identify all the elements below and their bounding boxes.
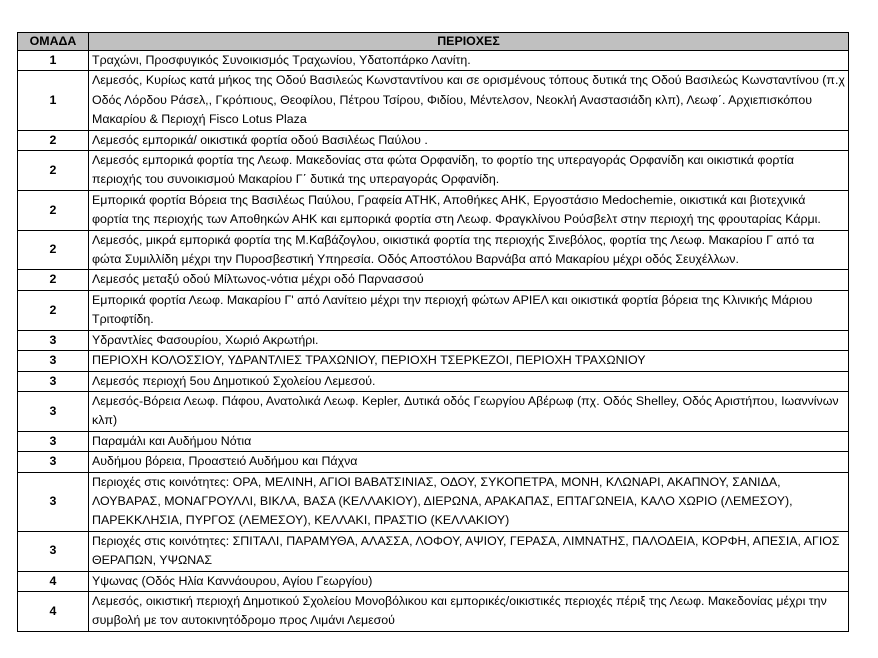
table-row — [18, 230, 849, 270]
table-row — [18, 130, 849, 150]
table-row — [18, 51, 849, 71]
areas-cell: ΠΕΡΙΟΧΗ ΚΟΛΟΣΣΙΟΥ, ΥΔΡΑΝΤΛΙΕΣ ΤΡΑΧΩΝΙΟΥ, ΠΕΡΙΟΧΗ ΤΣΕΡΚΕΖΟΙ, ΠΕΡΙΟΧΗ ΤΡΑΧΩΝΙΟΥ — [89, 351, 849, 371]
group-cell: 3 — [18, 431, 89, 451]
areas-cell: Λεμεσός, οικιστική περιοχή Δημοτικού Σχολείου Μονοβόλικου και εμπορικές/οικιστικές περιοχές πέριξ της Λεωφ. Μακεδονίας μέχρι την συμβολή με τον αυτοκινητόδρομο προς Λιμάνι Λεμεσού — [89, 591, 849, 631]
header-group: ΟΜΑΔΑ — [18, 33, 89, 51]
group-cell: 3 — [18, 330, 89, 350]
table-row — [18, 290, 849, 330]
header-areas: ΠΕΡΙΟΧΕΣ — [89, 33, 849, 51]
areas-cell: Λεμεσός, Κυρίως κατά μήκος της Οδού Βασιλεώς Κωνσταντίνου και σε ορισμένους τόπους δυτικά της Οδού Βασιλεώς Κωνσταντίνου (π.χ Οδός Λόρδου Ράσελ,, Γκρόπιους, Θεοφίλου, Πέτρου Τσίρου, Φιδίου, Μέντελσον, Νεοκλή Αναστασιάδη κλπ), Λεωφ΄. Αρχιεπισκόπου Μακαρίου & Περιοχή Fisco Lotus Plaza — [89, 71, 849, 130]
areas-cell: Περιοχές στις κοινότητες: ΣΠΙΤΑΛΙ, ΠΑΡΑΜΥΘΑ, ΑΛΑΣΣΑ, ΛΟΦΟΥ, ΑΨΙΟΥ, ΓΕΡΑΣΑ, ΛΙΜΝΑΤΗΣ, ΠΑΛΟΔΕΙΑ, ΚΟΡΦΗ, ΑΠΕΣΙΑ, ΑΓΙΟΣ ΘΕΡΑΠΩΝ, ΥΨΩΝΑΣ — [89, 531, 849, 571]
group-cell: 2 — [18, 290, 89, 330]
table-row — [18, 591, 849, 631]
header-row — [18, 33, 849, 51]
group-cell: 3 — [18, 351, 89, 371]
group-cell: 4 — [18, 591, 89, 631]
table-row — [18, 571, 849, 591]
group-cell: 2 — [18, 230, 89, 270]
table-body — [18, 51, 849, 632]
areas-cell: Εμπορικά φορτία Βόρεια της Βασιλέως Παύλου, Γραφεία ΑΤΗΚ, Αποθήκες ΑΗΚ, Εργοστάσιο Medochemie, οικιστικά και βιοτεχνικά φορτία της περιοχής των Αποθηκών ΑΗΚ και εμπορικά φορτία στη Λεωφ. Φραγκλίνου Ρούσβελτ στην περιοχή της φρουταρίας Κάρμι. — [89, 190, 849, 230]
group-cell: 3 — [18, 452, 89, 472]
group-cell: 1 — [18, 71, 89, 130]
areas-cell: Τραχώνι, Προσφυγικός Συνοικισμός Τραχωνίου, Υδατοπάρκο Λανίτη. — [89, 51, 849, 71]
group-cell: 3 — [18, 531, 89, 571]
areas-cell: Περιοχές στις κοινότητες: ΟΡΑ, ΜΕΛΙΝΗ, ΑΓΙΟΙ ΒΑΒΑΤΣΙΝΙΑΣ, ΟΔΟΥ, ΣΥΚΟΠΕΤΡΑ, ΜΟΝΗ, ΚΛΩΝΑΡΙ, ΑΚΑΠΝΟΥ, ΣΑΝΙΔΑ, ΛΟΥΒΑΡΑΣ, ΜΟΝΑΓΡΟΥΛΛΙ, ΒΙΚΛΑ, ΒΑΣΑ (ΚΕΛΛΑΚΙΟΥ), ΔΙΕΡΩΝΑ, ΑΡΑΚΑΠΑΣ, ΕΠΤΑΓΩΝΕΙΑ, ΚΑΛΟ ΧΩΡΙΟ (ΛΕΜΕΣΟΥ), ΠΑΡΕΚΚΛΗΣΙΑ, ΠΥΡΓΟΣ (ΛΕΜΕΣΟΥ), ΚΕΛΛΑΚΙ, ΠΡΑΣΤΙΟ (ΚΕΛΛΑΚΙΟΥ) — [89, 472, 849, 531]
group-cell: 2 — [18, 151, 89, 191]
table-row — [18, 531, 849, 571]
group-cell: 4 — [18, 571, 89, 591]
group-cell: 3 — [18, 472, 89, 531]
areas-cell: Αυδήμου βόρεια, Προαστειό Αυδήμου και Πάχνα — [89, 452, 849, 472]
table-row — [18, 472, 849, 531]
areas-cell: Υψωνας (Οδός Ηλία Καννάουρου, Αγίου Γεωργίου) — [89, 571, 849, 591]
table-row — [18, 270, 849, 290]
outage-groups-table — [17, 32, 849, 632]
areas-cell: Λεμεσός εμπορικά φορτία της Λεωφ. Μακεδονίας στα φώτα Ορφανίδη, το φορτίο της υπεραγοράς Ορφανίδη και οικιστικά φορτία περιοχής του συνοικισμού Μακαρίου Γ΄ δυτικά της υπεραγοράς Ορφανίδη. — [89, 151, 849, 191]
group-cell: 2 — [18, 130, 89, 150]
group-cell: 3 — [18, 391, 89, 431]
table-row — [18, 151, 849, 191]
table-row — [18, 330, 849, 350]
areas-cell: Λεμεσός-Βόρεια Λεωφ. Πάφου, Ανατολικά Λεωφ. Kepler, Δυτικά οδός Γεωργίου Αβέρωφ (πχ. Οδός Shelley, Οδός Αριστήπου, Ιωαννίνων κλπ) — [89, 391, 849, 431]
areas-cell: Εμπορικά φορτία Λεωφ. Μακαρίου Γ' από Λανίτειο μέχρι την περιοχή φώτων ΑΡΙΕΛ και οικιστικά φορτία βόρεια της Κλινικής Μάριου Τριτοφτίδη. — [89, 290, 849, 330]
table-row — [18, 452, 849, 472]
areas-cell: Λεμεσός, μικρά εμπορικά φορτία της Μ.Καβάζογλου, οικιστικά φορτία της περιοχής Σινεβόλος, φορτία της Λεωφ. Μακαρίου Γ από τα φώτα Συμιλλίδη μέχρι την Πυροσβεστική Υπηρεσία. Οδός Αποστόλου Βαρνάβα από Μακαρίου μέχρι οδός Σευχέλλων. — [89, 230, 849, 270]
group-cell: 1 — [18, 51, 89, 71]
table-row — [18, 71, 849, 130]
areas-cell: Παραμάλι και Αυδήμου Νότια — [89, 431, 849, 451]
areas-cell: Λεμεσός μεταξύ οδού Μίλτωνος-νότια μέχρι οδό Παρνασσού — [89, 270, 849, 290]
table-row — [18, 351, 849, 371]
group-cell: 2 — [18, 270, 89, 290]
areas-cell: Λεμεσός περιοχή 5ου Δημοτικού Σχολείου Λεμεσού. — [89, 371, 849, 391]
table-row — [18, 431, 849, 451]
group-cell: 3 — [18, 371, 89, 391]
table-row — [18, 391, 849, 431]
table-row — [18, 371, 849, 391]
table-row — [18, 190, 849, 230]
areas-cell: Υδραντλίες Φασουρίου, Χωριό Ακρωτήρι. — [89, 330, 849, 350]
areas-cell: Λεμεσός εμπορικά/ οικιστικά φορτία οδού Βασιλέως Παύλου . — [89, 130, 849, 150]
group-cell: 2 — [18, 190, 89, 230]
table-header — [18, 33, 849, 51]
